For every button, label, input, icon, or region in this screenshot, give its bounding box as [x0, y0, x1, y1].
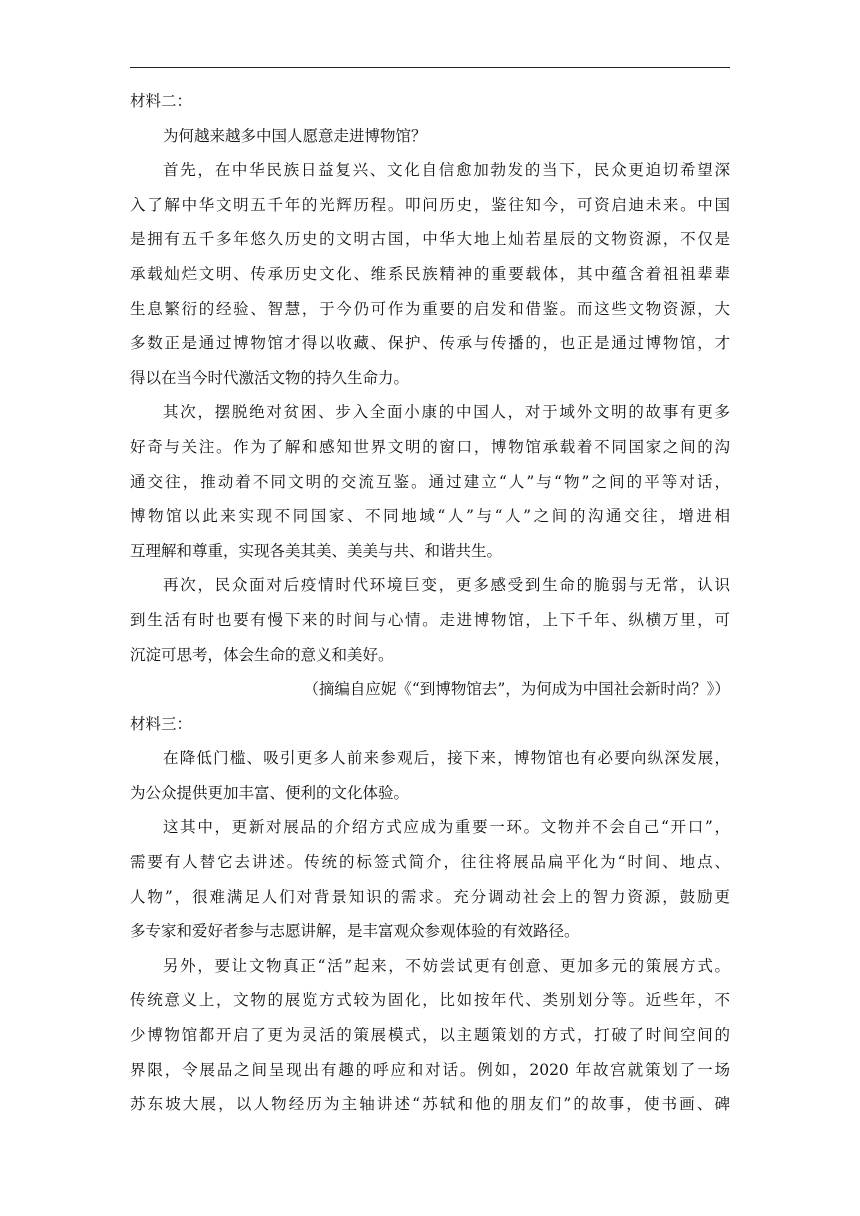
text-line: 苏东坡大展，以人物经历为主轴讲述“苏轼和他的朋友们”的故事，使书画、碑 [130, 1095, 730, 1114]
paragraph-fifth [130, 810, 730, 948]
text-line: 传统意义上，文物的展览方式较为固化，比如按年代、类别划分等。近些年，不 [130, 991, 730, 1010]
text-line: 多数正是通过博物馆才得以收藏、保护、传承与传播的，也正是通过博物馆，才 [130, 334, 730, 353]
text-line: 少博物馆都开启了更为灵活的策展模式，以主题策划的方式，打破了时间空间的 [130, 1026, 730, 1045]
text-line: 通交往，推动着不同文明的交流互鉴。通过建立“人”与“物”之间的平等对话， [130, 472, 730, 491]
paragraph-sixth [130, 949, 730, 1122]
text-line: 界限，令展品之间呈现出有趣的呼应和对话。例如，2020 年故宫就策划了一场 [130, 1060, 730, 1079]
text-line: 为公众提供更加丰富、便利的文化体验。 [130, 783, 410, 802]
text-line: 这其中，更新对展品的介绍方式应成为重要一环。文物并不会自己“开口”， [163, 818, 730, 837]
text-line: 另外，要让文物真正“活”起来，不妨尝试更有创意、更加多元的策展方式。 [163, 956, 730, 975]
text-line: 再次，民众面对后疫情时代环境巨变，更多感受到生命的脆弱与无常，认识 [163, 576, 730, 595]
text-line: 多专家和爱好者参与志愿讲解，是丰富观众参观体验的有效路径。 [130, 922, 580, 941]
text-line: 好奇与关注。作为了解和感知世界文明的窗口，博物馆承载着不同国家之间的沟 [130, 437, 730, 456]
text-line: 生息繁衍的经验、智慧，于今仍可作为重要的启发和借鉴。而这些文物资源，大 [130, 299, 730, 318]
text-line: 在降低门槛、吸引更多人前来参观后，接下来，博物馆也有必要向纵深发展， [163, 749, 730, 768]
material-two-heading: 材料二： [130, 92, 193, 110]
paragraph-fourth [130, 741, 730, 810]
text-line: 入了解中华文明五千年的光辉历程。叩问历史，鉴往知今，可资启迪未来。中国 [130, 195, 730, 214]
text-line: 首先，在中华民族日益复兴、文化自信愈加勃发的当下，民众更迫切希望深 [163, 161, 730, 180]
question-heading: 为何越来越多中国人愿意走进博物馆？ [163, 126, 427, 145]
text-line: 是拥有五千多年悠久历史的文明古国，中华大地上灿若星辰的文物资源，不仅是 [130, 230, 730, 249]
text-line: 博物馆以此来实现不同国家、不同地域“人”与“人”之间的沟通交往，增进相 [130, 507, 730, 526]
material-three-heading: 材料三： [130, 714, 193, 733]
source-citation: （摘编自应妮《“到博物馆去”，为何成为中国社会新时尚？》） [303, 680, 730, 699]
paragraph-first [130, 153, 730, 395]
paragraph-second [130, 395, 730, 568]
text-line: 到生活有时也要有慢下来的时间与心情。走进博物馆，上下千年、纵横万里，可 [130, 610, 730, 629]
document-body [130, 84, 730, 1122]
text-line: 人物”，很难满足人们对背景知识的需求。充分调动社会上的智力资源，鼓励更 [130, 887, 730, 906]
text-line: 沉淀可思考，体会生命的意义和美好。 [130, 645, 394, 664]
text-line: 需要有人替它去讲述。传统的标签式简介，往往将展品扁平化为“时间、地点、 [130, 853, 730, 872]
text-line: 互理解和尊重，实现各美其美、美美与共、和谐共生。 [130, 541, 503, 560]
text-line: 承载灿烂文明、传承历史文化、维系民族精神的重要载体，其中蕴含着祖祖辈辈 [130, 264, 730, 283]
text-line: 其次，摆脱绝对贫困、步入全面小康的中国人，对于域外文明的故事有更多 [163, 403, 730, 422]
text-line: 得以在当今时代激活文物的持久生命力。 [130, 368, 410, 387]
paragraph-third [130, 568, 730, 672]
header-rule [130, 67, 730, 68]
